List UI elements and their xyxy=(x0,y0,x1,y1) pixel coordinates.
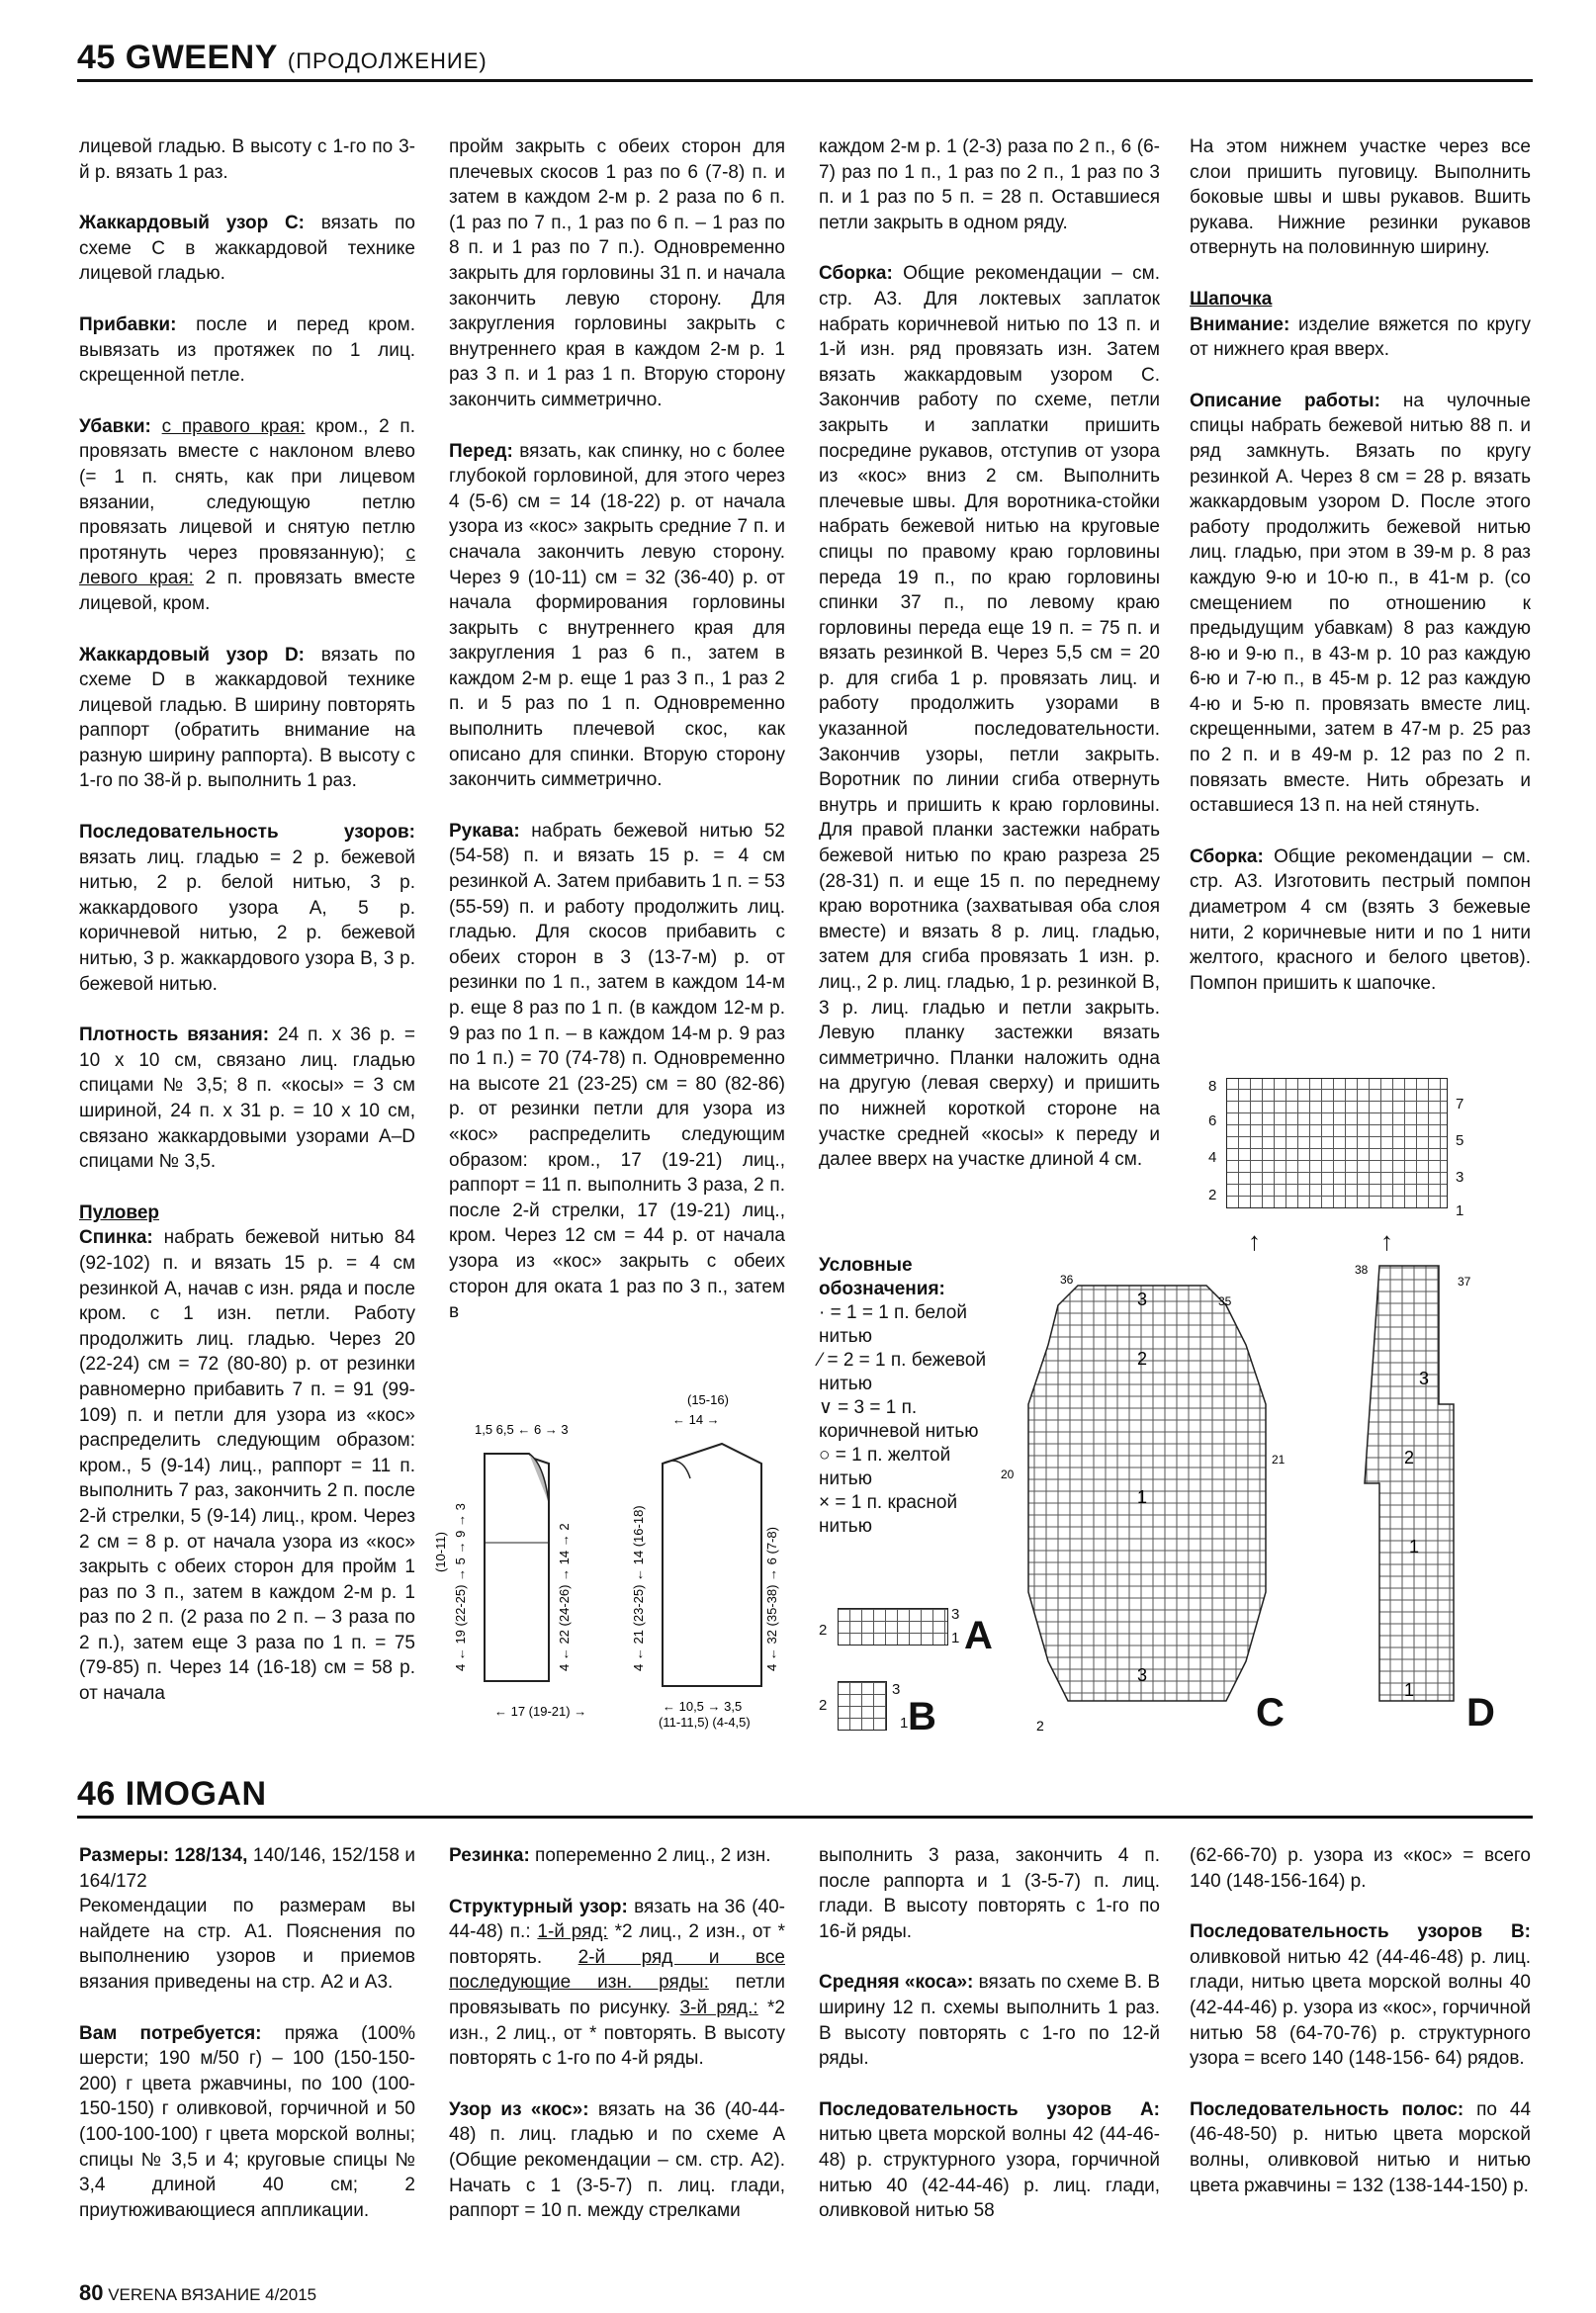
row-label: 7 xyxy=(1456,1096,1464,1112)
paragraph: На этом нижнем участке через все слои пришить пуговицу. Выполнить боковые швы и швы рукавов. Вшить рукава. Нижние резинки рукавов отвернуть на половинную ширину. xyxy=(1190,136,1531,259)
region-label: 2 xyxy=(1137,1349,1148,1369)
paragraph: Средняя «коса»: вязать по схеме B. В ширину 12 п. схемы выполнить 1 раз. В высоту повторять с 1-го по 12-й ряды. xyxy=(819,1972,1160,2070)
paragraph: Жаккардовый узор D: вязать по схеме D в жаккардовой технике лицевой гладью. В ширину повторять раппорт (обратить внимание на разную ширину раппорта). В высоту с 1-го по 38-й р. выполнить 1 раз. xyxy=(79,644,415,792)
paragraph: Прибавки: после и перед кром. вывязать из протяжек по 1 лиц. скрещенной петле. xyxy=(79,313,415,387)
paragraph: Убавки: с правого края: кром., 2 п. провязать вместе с наклоном влево (= 1 п. снять, как при лицевом вязании, следующую петлю провязать лицевой и снятую петлю протянуть через провязанную); с левого края: 2 п. провязать вместе лицевой, кром. xyxy=(79,415,415,614)
paragraph: Пуловер Спинка: набрать бежевой нитью 84 (92-102) п. и вязать 15 р. = 4 см резинкой A, начав с изн. ряда и после кром. с 1 изн. петли. Работу продолжить лиц. гладью. Через 20 (22-24) см = 72 (80-80) р. от резинки равномерно прибавить 7 п. = 91 (99-109) п. и петли для узора из «кос» распределить следующим образом: кром., 5 (9-14) лиц., раппорт = 11 п. выполнить 7 раз, закончить 2 п. после 2-й стрелки, 5 (9-14) лиц., кром. Через 2 см = 8 р. от начала узора из «кос» закрыть с обеих сторон для пройм 1 раз по 3 п., затем в каждом 2-м р. 1 раз по 2 п. (2 раза по 2 п. – 3 раза по 2 п.), затем еще 3 раза по 1 п. = 75 (79-85) п. Через 14 (16-18) см = 58 р. от начала xyxy=(79,1201,415,1705)
dim-label: ← 17 (19-21) → xyxy=(494,1704,587,1719)
row-label: 3 xyxy=(951,1606,960,1623)
paragraph: выполнить 3 раза, закончить 4 п. после раппорта и 1 (3-5-7) п. лиц. глади. В высоту повторять с 1-го по 16-й ряды. xyxy=(819,1845,1160,1942)
dim-label: 4 ← 19 (22-25) → 5 → 9 → 3 xyxy=(453,1503,468,1671)
row-label: 3 xyxy=(892,1681,901,1698)
dim-label: (10-11) xyxy=(433,1532,448,1572)
paragraph: Сборка: Общие рекомендации – см. стр. A3. Изготовить пестрый помпон диаметром 4 см (взять 3 бежевые нити, 2 коричневые нити и по 1 нити желтого, красного и белого цветов). Помпон пришить к шапочке. xyxy=(1190,845,1531,994)
paragraph: Шапочка Внимание: изделие вяжется по кругу от нижнего края вверх. xyxy=(1190,288,1531,361)
legend-item: ⁄ = 2 = 1 п. бежевой нитью xyxy=(819,1350,987,1394)
paragraph: пройм закрыть с обеих сторон для плечевых скосов 1 раз по 6 (7-8) п. и затем в каждом 2-м р. 2 раза по 6 п. (1 раз по 7 п., 1 раз по 6 п. – 1 раз по 8 п. и 1 раз по 7 п.). Одновременно закрыть для горловины 31 п. и начала закончить левую сторону. Для закругления горловины закрыть с внутреннего края в каждом 2-м р. 1 раз 3 п. и 1 раз 1 п. Вторую сторону закончить симметрично. xyxy=(449,136,785,410)
sleeve-outline xyxy=(663,1444,761,1686)
gweeny-column-4 xyxy=(1190,134,1531,996)
gweeny-column-3 xyxy=(819,134,1160,1173)
paragraph: (62-66-70) р. узора из «кос» = всего 140 (148-156-164) р. xyxy=(1190,1845,1531,1892)
paragraph: Размеры: 128/134, 140/146, 152/158 и 164/172 xyxy=(79,1845,415,1892)
section-title: 45 GWEENY xyxy=(77,39,278,76)
row-label: 21 xyxy=(1272,1453,1286,1467)
dim-label: 4 ← 21 (23-25) ← 14 (16-18) xyxy=(631,1505,646,1671)
section-header-imogan xyxy=(77,1774,1533,1819)
row-label: 1 xyxy=(951,1630,960,1646)
dim-label: 4 ← 32 (35-38) → 6 (7-8) xyxy=(764,1527,779,1671)
row-label: 37 xyxy=(1458,1275,1471,1289)
section-title: 46 IMOGAN xyxy=(77,1775,267,1813)
dim-label: (15-16) xyxy=(687,1392,729,1407)
chart-d-label: D xyxy=(1466,1691,1495,1735)
row-label: 38 xyxy=(1355,1263,1369,1277)
imogan-column-3 xyxy=(819,1843,1160,2224)
region-label: 2 xyxy=(1404,1448,1415,1468)
magazine-name: VERENA ВЯЗАНИЕ 4/2015 xyxy=(108,2285,317,2304)
paragraph: Сборка: Общие рекомендации – см. стр. A3. Для локтевых заплаток набрать коричневой нитью по 13 п. и 1-й изн. ряд провязать изн. Затем вязать жаккардовым узором C. Закончив работу по схеме, петли закрыть и заплатки пришить посредине рукавов, отступив от узора из «кос» вниз 2 см. Выполнить плечевые швы. Для воротника-стойки набрать бежевой нитью на круговые спицы по правому краю горловины переда 19 п., по краю горловины спинки 37 п., по левому краю горловины переда еще 19 п. = 75 п. и вязать резинкой B. Через 5,5 см = 20 р. для сгиба 1 р. провязать лиц. и работу продолжить узорами в указанной последовательности. Закончив узоры, петли закрыть. Воротник по линии сгиба отвернуть внутрь и пришить к краю горловины. Для правой планки застежки набрать бежевой нитью по краю разреза 25 (28-31) п. и еще 15 п. по переднему краю воротника (захватывая оба слоя вместе) и вязать 8 р. лиц. гладью, затем для сгиба провязать 1 изн. р. лиц., 2 р. лиц. гладью, 1 р. резинкой B, 3 р. лиц. гладью и петли закрыть. Левую планку застежки вязать симметрично. Планки наложить одна на другую (левая сверху) и пришить по нижней короткой стороне на участке средней «косы» к переду и далее вверх на участке длиной 4 см. xyxy=(819,263,1160,1171)
back-outline xyxy=(485,1454,549,1681)
row-label: 4 xyxy=(1208,1149,1217,1166)
gweeny-column-1 xyxy=(79,134,415,1707)
garment-schematic xyxy=(435,1375,811,1740)
row-label: 6 xyxy=(1208,1112,1217,1129)
imogan-column-2 xyxy=(449,1843,785,2224)
region-label: 3 xyxy=(1137,1290,1148,1309)
row-label: 2 xyxy=(819,1622,828,1639)
region-label: 3 xyxy=(1419,1369,1430,1388)
paragraph: Описание работы: на чулочные спицы набрать бежевой нитью 88 п. и ряд замкнуть. Вязать по кругу резинкой A. Через 8 см = 28 р. вязать жаккардовым узором D. После этого работу продолжить бежевой нитью лиц. гладью, при этом в 39-м р. 8 раз каждую 9-ю и 10-ю п., в 41-м р. (со смещением по отношению к предыдущим убавкам) 8 раз каждую 8-ю и 9-ю п., в 43-м р. 10 раз каждую 6-ю и 7-ю п., в 45-м р. 12 раз каждую 4-ю и 5-ю п. провязать вместе лиц. скрещенными, затем в 47-м р. 25 раз по 2 п. и в 49-м р. 12 раз по 2 п. повязать вместе. Нить обрезать и оставшиеся 13 п. на ней стянуть. xyxy=(1190,390,1532,817)
paragraph: Рекомендации по размерам вы найдете на стр. A1. Пояснения по выполнению узоров и приемов вязания приведены на стр. A2 и A3. xyxy=(79,1896,415,1993)
dim-label: 4 ← 22 (24-26) → 14 → 2 xyxy=(557,1523,572,1671)
row-label: 2 xyxy=(1208,1187,1217,1203)
region-label: 1 xyxy=(1137,1487,1148,1507)
paragraph: Последовательность полос: по 44 (46-48-50) р. нитью цвета морской волны, оливковой нитью и нитью цвета ржавчины = 132 (138-144-150) р. xyxy=(1190,2098,1532,2196)
imogan-column-1 xyxy=(79,1843,415,2223)
paragraph: Структурный узор: вязать на 36 (40-44-48) п.: 1-й ряд: *2 лиц., 2 изн., от * повторять. 2-й ряд и все последующие изн. ряды: петли провязывать по рисунку. 3-й ряд.: *2 изн., 2 лиц., от * повторять. В высоту повторять с 1-го по 4-й ряды. xyxy=(449,1896,785,2070)
section-header-gweeny xyxy=(77,38,1533,82)
dim-label: 1,5 6,5 ← 6 → 3 xyxy=(475,1422,569,1437)
legend-item: × = 1 п. красной нитью xyxy=(819,1492,958,1537)
paragraph: Перед: вязать, как спинку, но с более глубокой горловиной, для этого через 4 (5-6) см = 14 (18-22) р. от начала узора из «кос» закрыть средние 7 п. и сначала закончить левую сторону. Через 9 (10-11) см = 32 (36-40) р. от начала формирования горловины закрыть с внутреннего края для закругления 1 раз 6 п., затем в каждом 2-м р. еще 1 раз 3 п., 1 раз 2 п. и 5 раз по 1 п. Одновременно выполнить плечевой скос, как описано для спинки. Вторую сторону закончить симметрично. xyxy=(449,440,785,791)
paragraph: Рукава: набрать бежевой нитью 52 (54-58) п. и вязать 15 р. = 4 см резинкой A. Затем прибавить 1 п. = 53 (55-59) п. и работу продолжить лиц. гладью. Для скосов прибавить с обеих сторон в 3 (13-7-м) р. от резинки по 1 п., затем в каждом 14-м р. еще 8 раз по 1 п. (в каждом 12-м р. 9 раз по 1 п. – в каждом 14-м р. 9 раз по 1 п.) = 70 (74-78) п. Одновременно на высоте 21 (23-25) см = 80 (82-86) р. от резинки петли для узора из «кос» распределить следующим образом: кром., 17 (19-21) лиц., раппорт = 11 п. выполнить 3 раза, 2 п. после 2-й стрелки, 17 (19-21) лиц., кром. Через 12 см = 44 р. от начала узора из «кос» закрыть с обеих сторон для оката 1 раз по 3 п., затем в xyxy=(449,820,785,1323)
paragraph: каждом 2-м р. 1 (2-3) раза по 2 п., 6 (6-7) раз по 1 п., 1 раз по 2 п., 1 раз по 3 п. и 1 раз по 5 п. = 28 п. Оставшиеся петли закрыть в одном ряду. xyxy=(819,136,1160,233)
chart-row-8-top xyxy=(1226,1078,1448,1208)
row-label: 2 xyxy=(1036,1718,1044,1734)
dim-label: ← 10,5 → 3,5 xyxy=(663,1699,743,1714)
imogan-column-4 xyxy=(1190,1843,1531,2198)
chart-d xyxy=(1355,1256,1473,1731)
row-label: 1 xyxy=(1456,1202,1464,1219)
region-label: 3 xyxy=(1137,1665,1148,1685)
paragraph: Жаккардовый узор C: вязать по схеме C в жаккардовой технике лицевой гладью. xyxy=(79,213,415,285)
gweeny-column-2 xyxy=(449,134,785,1325)
region-label: 1 xyxy=(1409,1537,1420,1557)
section-subtitle: (ПРОДОЛЖЕНИЕ) xyxy=(287,48,488,73)
dim-label: (11-11,5) (4-4,5) xyxy=(659,1715,751,1730)
chart-a-label: A xyxy=(964,1614,993,1657)
row-label: 5 xyxy=(1456,1132,1464,1149)
legend-title: Условные обозначения: xyxy=(819,1255,945,1299)
paragraph: Последовательность узоров A: нитью цвета морской волны 42 (44-46-48) р. структурного узора, горчичной нитью 40 (42-44-46) р. лиц. глади, оливковой нитью 58 xyxy=(819,2098,1160,2222)
sleeve-cap-line xyxy=(663,1461,690,1478)
row-label: 8 xyxy=(1208,1078,1217,1095)
chart-c xyxy=(999,1266,1295,1740)
chart-c-label: C xyxy=(1256,1691,1285,1735)
row-label: 36 xyxy=(1060,1273,1074,1287)
chart-b-label: B xyxy=(908,1695,936,1738)
paragraph: Вам потребуется: пряжа (100% шерсти; 190 м/50 г) – 100 (150-150-200) г цвета ржавчины, по 100 (100-150-150) г оливковой, горчичной и 50 (100-100-100) г цвета морской волны; спицы № 3,5 и 4; круговые спицы № 3,4 длиной 40 см; 2 приутюживающиеся аппликации. xyxy=(79,2022,415,2221)
chart-a-grid xyxy=(838,1608,948,1646)
paragraph: Узор из «кос»: вязать на 36 (40-44-48) п. лиц. гладью и по схеме A (Общие рекомендации – см. стр. A2). Начать с 1 (3-5-7) п. лиц. глади, раппорт = 10 п. между стрелками xyxy=(449,2098,785,2222)
paragraph: Резинка: попеременно 2 лиц., 2 изн. xyxy=(449,1845,771,1866)
row-label: 20 xyxy=(1001,1468,1015,1481)
row-label: 1 xyxy=(900,1715,909,1732)
legend-item: ∨ = 3 = 1 п. коричневой нитью xyxy=(819,1397,979,1442)
arrow-up-icon: ↑ xyxy=(1248,1226,1261,1256)
chart-d-grid xyxy=(1365,1266,1454,1701)
paragraph: Последовательность узоров B: оливковой нитью 42 (44-46-48) р. лиц. глади, нитью цвета морской волны 40 (42-44-46) р. узора из «кос», горчичной нитью 58 (64-70-76) р. структурного узора = всего 140 (148-156- 64) рядов. xyxy=(1190,1921,1531,2070)
row-label: 35 xyxy=(1218,1294,1232,1308)
chart-b-grid xyxy=(838,1681,887,1731)
chart-legend xyxy=(819,1254,987,1539)
row-label: 2 xyxy=(819,1697,828,1714)
paragraph: лицевой гладью. В высоту с 1-го по 3-й р. вязать 1 раз. xyxy=(79,136,415,183)
paragraph: Плотность вязания: 24 п. х 36 р. = 10 х 10 см, связано лиц. гладью спицами № 3,5; 8 п. «косы» = 3 см шириной, 24 п. х 31 р. = 10 х 10 см, связано жаккардовыми узорами A–D спицами № 3,5. xyxy=(79,1024,415,1173)
page-number: 80 xyxy=(79,2280,104,2305)
region-label: 1 xyxy=(1404,1680,1415,1700)
page-footer xyxy=(79,2280,316,2306)
row-label: 3 xyxy=(1456,1169,1464,1186)
legend-item: · = 1 = 1 п. белой нитью xyxy=(819,1302,967,1347)
dim-label: ← 14 → xyxy=(672,1412,720,1427)
legend-item: ○ = 1 п. желтой нитью xyxy=(819,1445,951,1489)
arrow-up-icon: ↑ xyxy=(1380,1226,1393,1256)
paragraph: Последовательность узоров: вязать лиц. гладью = 2 р. бежевой нитью, 2 р. белой нитью, 3 р. жаккардового узора A, 5 р. коричневой нитью, 2 р. бежевой нитью, 3 р. жаккардового узора B, 3 р. бежевой нитью. xyxy=(79,822,415,995)
